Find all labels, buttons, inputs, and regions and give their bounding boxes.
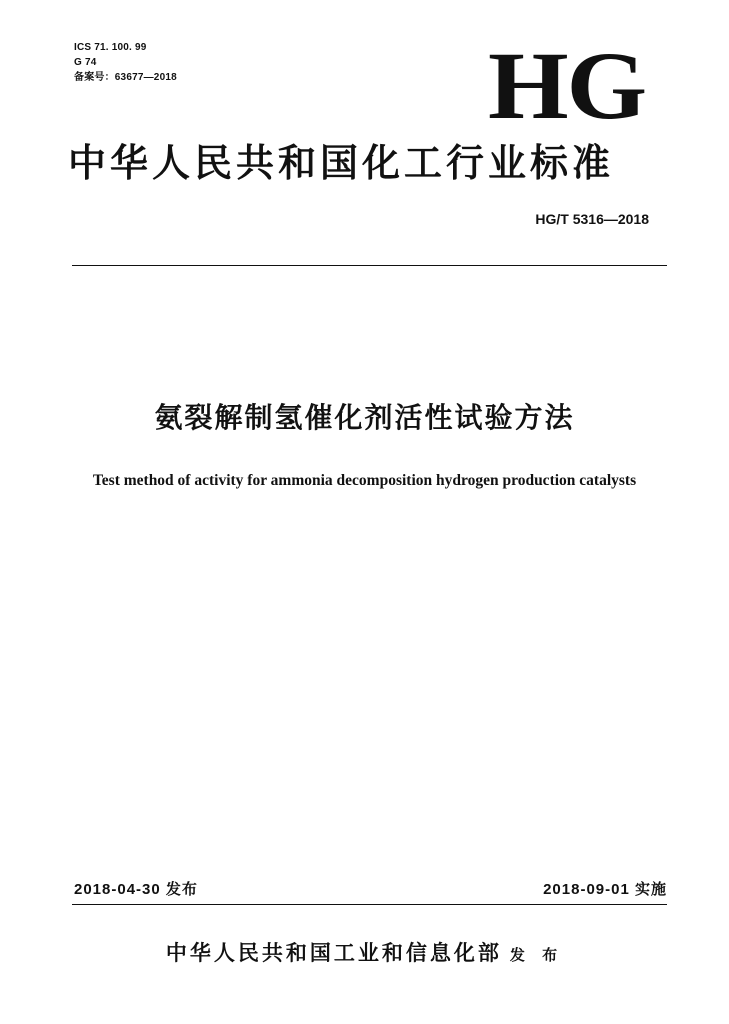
standard-number: HG/T 5316—2018 bbox=[535, 211, 649, 227]
publisher-name: 中华人民共和国工业和信息化部 bbox=[165, 941, 502, 965]
bottom-divider bbox=[72, 904, 667, 905]
publisher-line bbox=[0, 938, 729, 970]
standard-category-title: 中华人民共和国化工行业标准 bbox=[68, 141, 615, 185]
top-divider bbox=[72, 265, 667, 266]
hg-logo: HG bbox=[488, 32, 645, 139]
document-title-english: Test method of activity for ammonia decomposition hydrogen production catalysts bbox=[92, 472, 637, 489]
implementation-date: 2018-09-01 实施 bbox=[543, 881, 667, 898]
record-number: 备案号：63677—2018 bbox=[74, 72, 177, 83]
publisher-suffix: 发 布 bbox=[509, 946, 564, 964]
document-title-chinese: 氨裂解制氢催化剂活性试验方法 bbox=[154, 401, 575, 434]
classification-block bbox=[74, 40, 177, 85]
issue-date: 2018-04-30 发布 bbox=[74, 881, 198, 898]
ics-code: ICS 71. 100. 99 bbox=[74, 42, 147, 53]
ccs-code: G 74 bbox=[74, 57, 97, 68]
